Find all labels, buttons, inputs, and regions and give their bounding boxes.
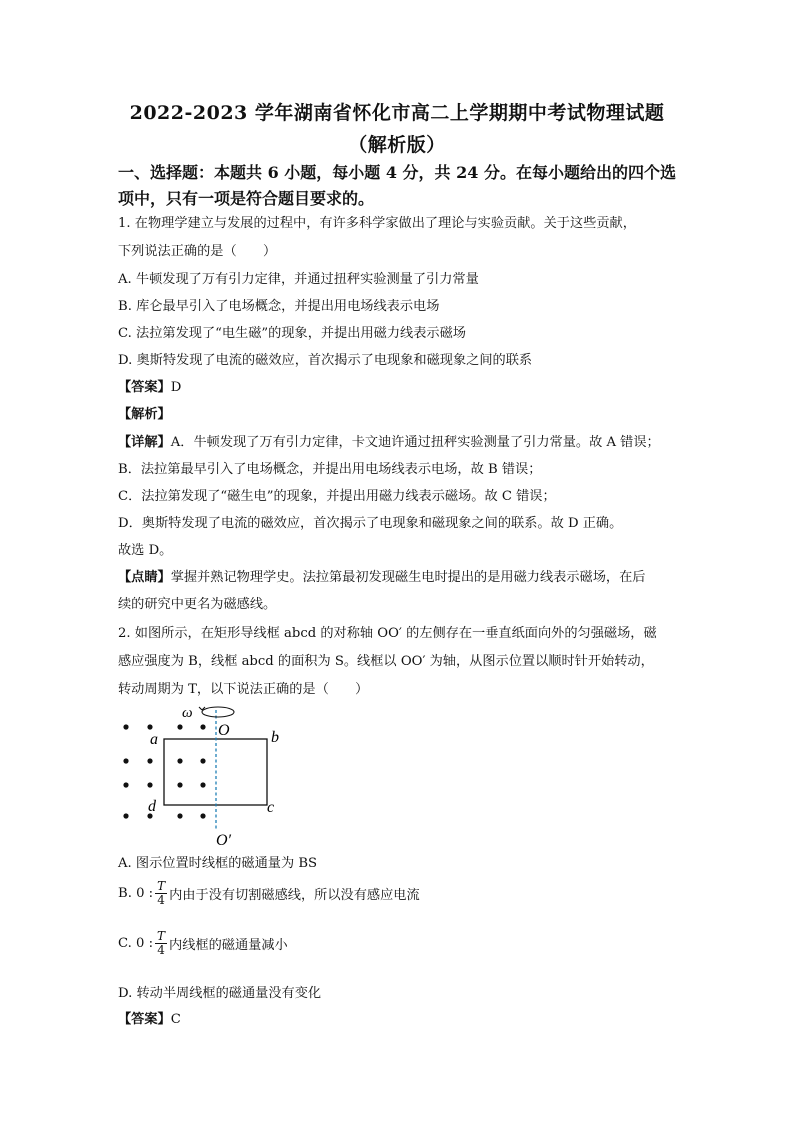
comment-label: 【点睛】: [118, 570, 171, 585]
field-dot: [200, 782, 205, 787]
label-b: b: [271, 729, 279, 746]
field-dot: [123, 724, 128, 729]
field-dot: [177, 724, 182, 729]
label-a: a: [150, 731, 158, 748]
field-dot: [177, 813, 182, 818]
field-dot: [200, 724, 205, 729]
field-dot: [147, 724, 152, 729]
q1-detail-line-5: 故选 D。: [118, 543, 173, 558]
q2-option-a: A. 图示位置时线框的磁通量为 BS: [118, 856, 318, 871]
label-c: c: [267, 799, 275, 816]
fraction-numerator: T: [157, 879, 166, 893]
field-dot: [123, 782, 128, 787]
q2-stem-line-1: 2. 如图所示，在矩形导线框 abcd 的对称轴 OO′ 的左侧存在一垂直纸面向外的匀强磁场，磁: [118, 626, 657, 641]
q1-stem-line-1: 1. 在物理学建立与发展的过程中，有许多科学家做出了理论与实验贡献。关于这些贡献，: [118, 216, 636, 231]
field-dot: [123, 758, 128, 763]
q1-stem-line-2: 下列说法正确的是（ ）: [118, 244, 277, 259]
q1-option-c: C. 法拉第发现了“电生磁”的现象，并提出用磁力线表示磁场: [118, 326, 466, 341]
answer-label: 【答案】: [118, 380, 171, 395]
fraction-denominator: 4: [157, 943, 165, 957]
q1-detail-line-4: D．奥斯特发现了电流的磁效应，首次揭示了电现象和磁现象之间的联系。故 D 正确。: [118, 516, 623, 531]
q1-comment-line-2: 续的研究中更名为磁感线。: [118, 597, 277, 612]
option-c-prefix: C. 0 :: [118, 936, 154, 951]
option-b-text: 内由于没有切割磁感线，所以没有感应电流: [169, 888, 420, 903]
fraction-numerator: T: [157, 929, 166, 943]
q1-option-d: D. 奥斯特发现了电流的磁效应，首次揭示了电现象和磁现象之间的联系: [118, 353, 533, 368]
detail-text: A．牛顿发现了万有引力定律，卡文迪许通过扭秤实验测量了引力常量。故 A 错误；: [170, 435, 660, 450]
q1-comment-line-1: [118, 566, 646, 585]
document-title: 2022-2023 学年湖南省怀化市高二上学期期中考试物理试题: [129, 102, 665, 124]
q1-detail-line-3: C．法拉第发现了“磁生电”的现象，并提出用磁力线表示磁场。故 C 错误；: [118, 489, 556, 504]
q1-analysis-label: 【解析】: [118, 407, 171, 422]
comment-text: 掌握并熟记物理学史。法拉第最初发现磁生电时提出的是用磁力线表示磁场，在后: [170, 570, 646, 585]
detail-label: 【详解】: [118, 435, 171, 450]
label-omega: ω: [182, 705, 193, 721]
q1-detail-line-1: [118, 431, 660, 450]
label-d: d: [148, 798, 156, 815]
answer-label: 【答案】: [118, 1012, 171, 1027]
q1-option-b: B. 库仑最早引入了电场概念，并提出用电场线表示电场: [118, 299, 440, 314]
option-b-prefix: B. 0 :: [118, 886, 154, 901]
q2-answer: [118, 1008, 181, 1027]
q1-detail-line-2: B．法拉第最早引入了电场概念，并提出用电场线表示电场，故 B 错误；: [118, 462, 542, 477]
rotation-arrow-icon: [202, 707, 234, 717]
field-dot: [177, 758, 182, 763]
q2-option-b: [118, 880, 420, 907]
fraction-t-over-4: [155, 930, 167, 957]
q2-option-d: D. 转动半周线框的磁通量没有变化: [118, 986, 322, 1001]
answer-value: D: [170, 380, 182, 395]
q2-stem-line-2: 感应强度为 B，线框 abcd 的面积为 S。线框以 OO′ 为轴，从图示位置以顺时针开始转动，: [118, 654, 654, 669]
option-c-text: 内线框的磁通量减小: [169, 938, 288, 953]
answer-value: C: [170, 1012, 181, 1027]
section-heading: 一、选择题：本题共 6 小题，每小题 4 分，共 24 分。在每小题给出的四个选项中，只有一项是符合题目要求的。: [118, 163, 676, 208]
document-subtitle: （解析版）: [348, 134, 446, 156]
q1-answer: [118, 376, 181, 395]
q2-stem-line-3: 转动周期为 T，以下说法正确的是（ ）: [118, 682, 369, 697]
label-O: O: [218, 722, 230, 739]
fraction-denominator: 4: [157, 893, 165, 907]
field-dot: [200, 813, 205, 818]
label-O-prime: O′: [216, 832, 232, 849]
fraction-t-over-4: [155, 880, 167, 907]
q2-option-c: [118, 930, 288, 957]
field-dot: [123, 813, 128, 818]
field-dot: [177, 782, 182, 787]
field-dot: [147, 758, 152, 763]
field-dot: [147, 782, 152, 787]
field-dot: [200, 758, 205, 763]
q1-option-a: A. 牛顿发现了万有引力定律，并通过扭秤实验测量了引力常量: [118, 272, 479, 287]
magnetic-field-figure: [112, 700, 292, 850]
